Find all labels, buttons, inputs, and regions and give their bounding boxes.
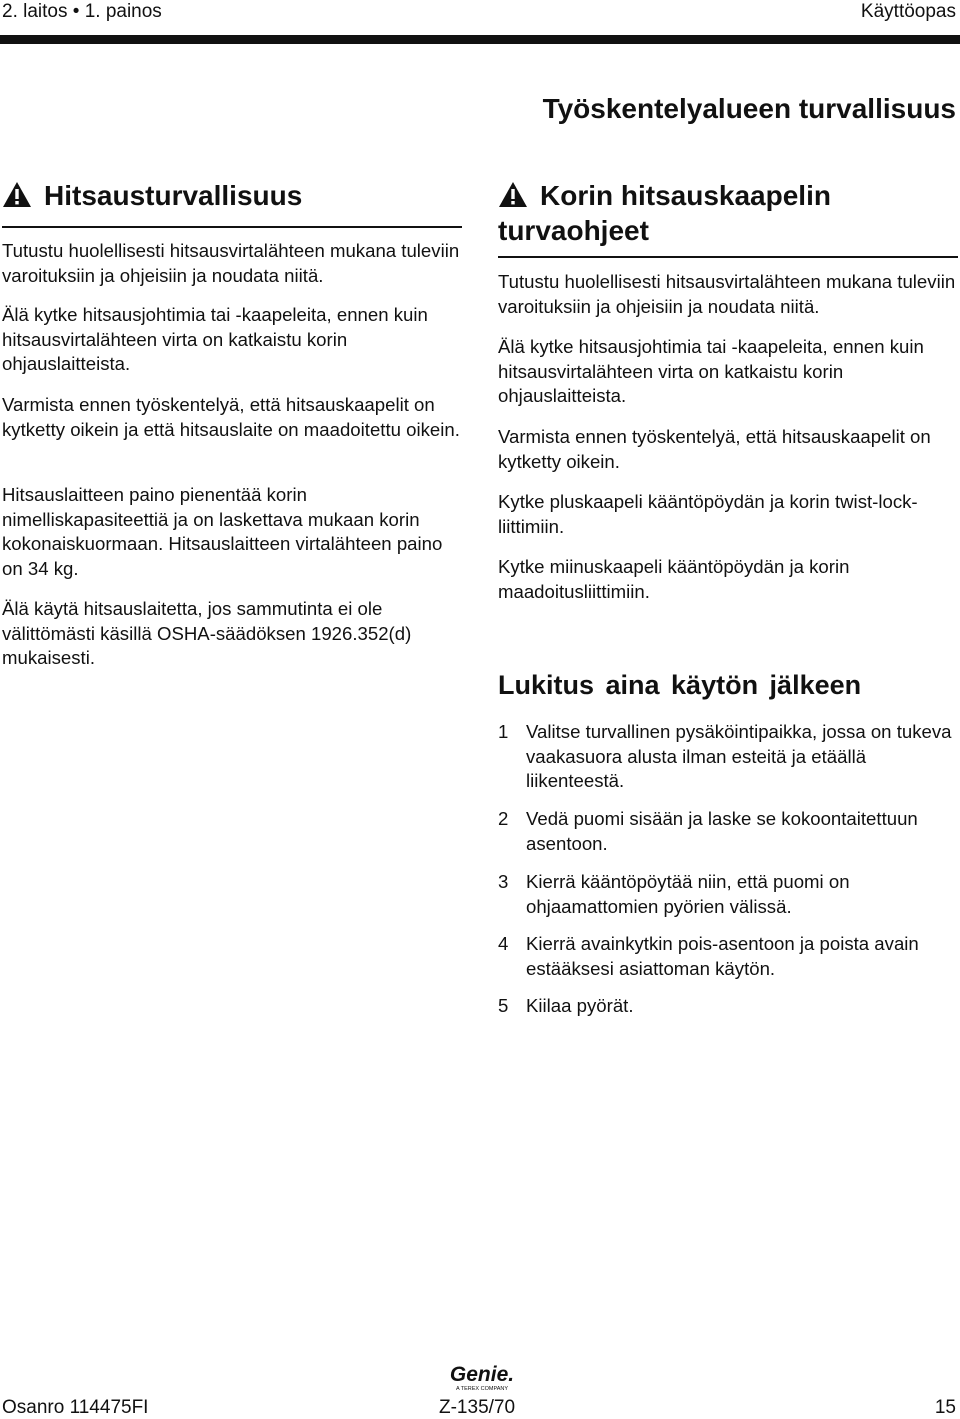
section-rule — [498, 256, 958, 258]
paragraph: Kytke pluskaapeli kääntöpöydän ja korin twist-lock-liittimiin. — [498, 491, 918, 537]
edition-label: 2. laitos • 1. painos — [2, 1, 162, 22]
step-text: Kiilaa pyörät. — [526, 995, 634, 1016]
step-number: 1 — [498, 721, 509, 742]
genie-logo — [446, 1362, 518, 1392]
model-label: Z-135/70 — [439, 1397, 516, 1418]
step-text: Vedä puomi sisään ja laske se kokoontaitettuun asentoon. — [526, 808, 918, 854]
lock-after-use-heading: Lukitus aina käytön jälkeen — [498, 670, 862, 700]
step-number: 4 — [498, 933, 509, 954]
page-title: Työskentelyalueen turvallisuus — [542, 93, 956, 124]
step-text: Valitse turvallinen pysäköintipaikka, jossa on tukeva vaakasuora alusta ilman esteitä ja etäällä liikenteestä. — [526, 721, 952, 792]
paragraph: Kytke miinuskaapeli kääntöpöydän ja korin maadoitusliittimiin. — [498, 556, 850, 602]
step-number: 5 — [498, 995, 509, 1016]
page-number: 15 — [934, 1397, 956, 1418]
logo-tagline-text: A TEREX COMPANY — [455, 1386, 509, 1392]
paragraph: Varmista ennen työskentelyä, että hitsauskaapelit on kytketty oikein ja että hitsauslaite on maadoitettu oikein. — [2, 394, 460, 440]
part-number: Osanro 114475FI — [2, 1397, 149, 1418]
step-number: 3 — [498, 871, 509, 892]
welding-safety-heading — [2, 180, 462, 215]
section-rule — [2, 226, 462, 228]
cable-safety-heading-text: Korin hitsauskaapelin turvaohjeet — [498, 180, 831, 246]
step-text: Kierrä avainkytkin pois-asentoon ja poista avain estääksesi asiattoman käytön. — [526, 933, 919, 979]
step-number: 2 — [498, 808, 509, 829]
paragraph: Älä kytke hitsausjohtimia tai -kaapeleita, ennen kuin hitsausvirtalähteen virta on katkaistu korin ohjauslaitteista. — [2, 304, 428, 375]
paragraph: Älä kytke hitsausjohtimia tai -kaapeleita, ennen kuin hitsausvirtalähteen virta on katkaistu korin ohjauslaitteista. — [498, 336, 924, 407]
cable-safety-heading — [498, 180, 958, 247]
logo-brand-text: Genie. — [449, 1363, 515, 1386]
paragraph: Tutustu huolellisesti hitsausvirtalähteen mukana tuleviin varoituksiin ja ohjeisiin ja noudata niitä. — [2, 240, 460, 286]
warning-triangle-icon — [2, 181, 32, 215]
paragraph: Hitsauslaitteen paino pienentää korin nimelliskapasiteettiä ja on laskettava mukaan korin kokonaiskuormaan. Hitsauslaitteen virtalähteen paino on 34 kg. — [2, 484, 443, 579]
paragraph: Älä käytä hitsauslaitetta, jos sammutinta ei ole välittömästi käsillä OSHA-säädöksen 1926.352(d) mukaisesti. — [2, 598, 412, 669]
warning-triangle-icon — [498, 181, 528, 215]
manual-type-label: Käyttöopas — [860, 1, 956, 22]
header-rule — [0, 35, 960, 44]
paragraph: Varmista ennen työskentelyä, että hitsauskaapelit on kytketty oikein. — [498, 426, 931, 472]
step-text: Kierrä kääntöpöytää niin, että puomi on ohjaamattomien pyörien välissä. — [526, 871, 850, 917]
paragraph: Tutustu huolellisesti hitsausvirtalähteen mukana tuleviin varoituksiin ja ohjeisiin ja noudata niitä. — [498, 271, 956, 317]
welding-safety-heading-text: Hitsausturvallisuus — [44, 180, 303, 211]
